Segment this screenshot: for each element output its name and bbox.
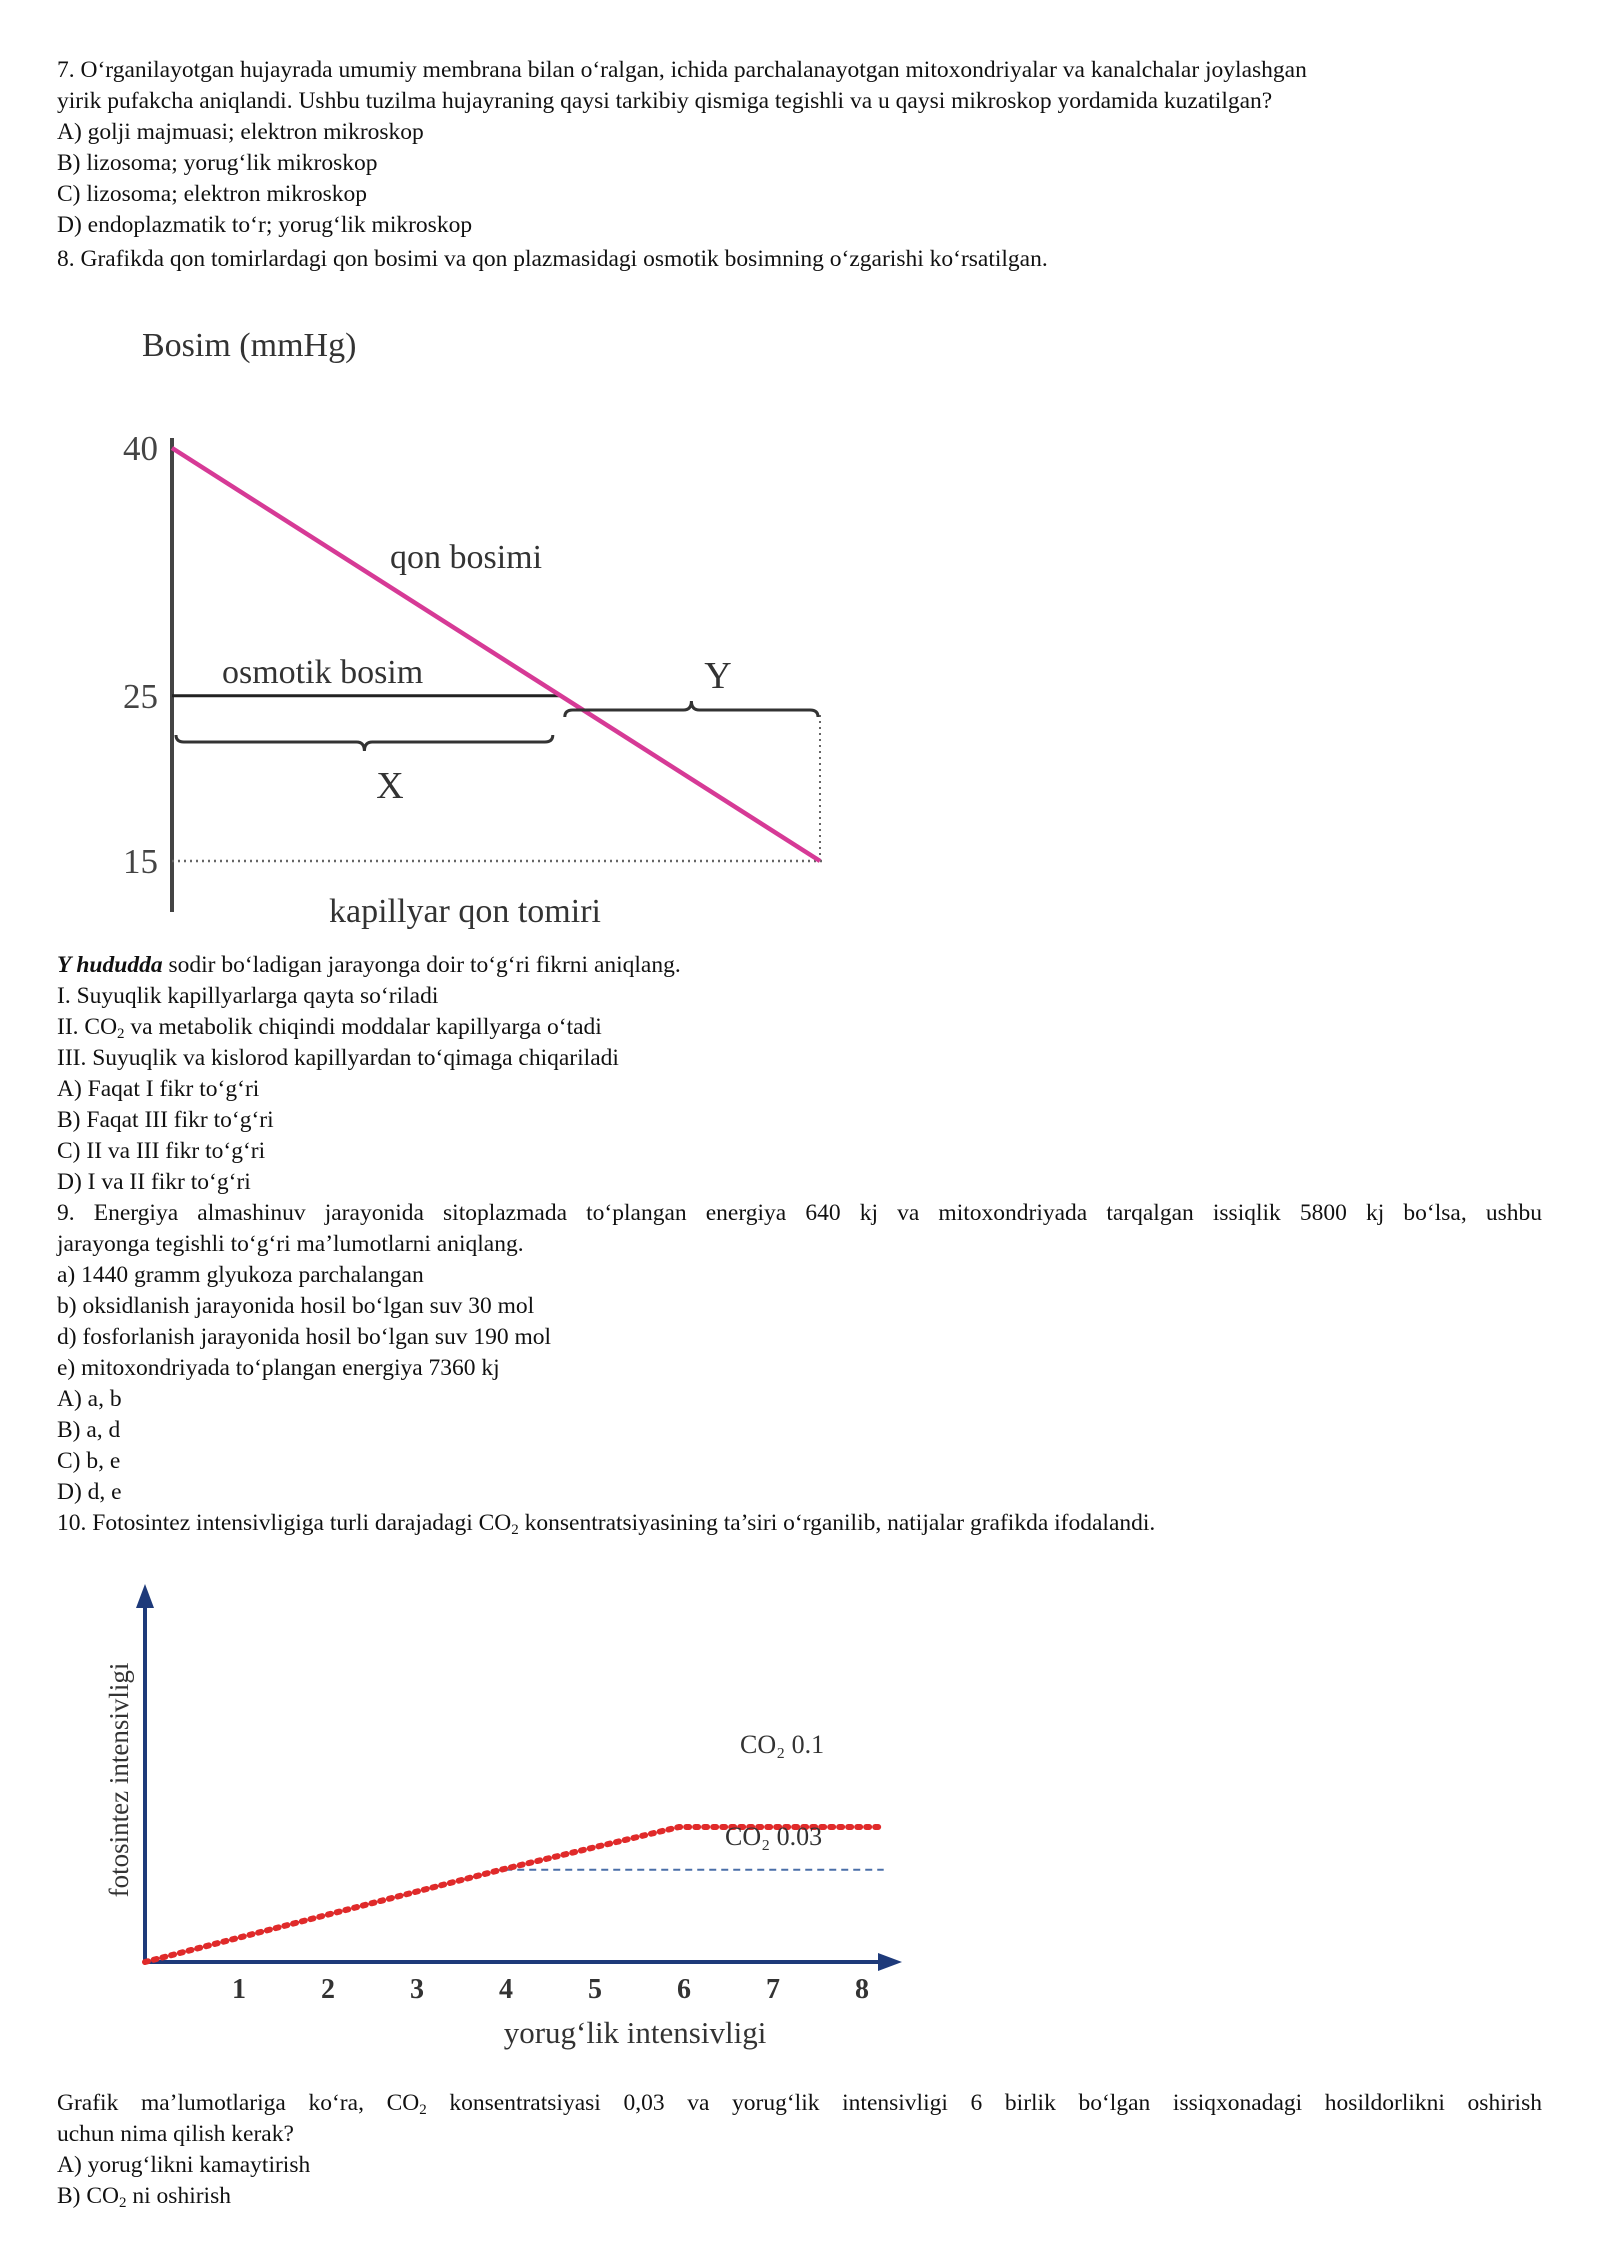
q10-text-line1 xyxy=(57,1508,1155,1539)
x-axis-label: yorug‘lik intensivligi xyxy=(503,2015,767,2050)
region-label-y: Y xyxy=(704,655,732,697)
x-axis-label: kapillyar qon tomiri xyxy=(329,893,601,930)
y-axis-arrow-icon xyxy=(136,1584,154,1608)
series-label-osmotik-bosim: osmotik bosim xyxy=(222,654,424,691)
y-axis-label: Bosim (mmHg) xyxy=(142,327,357,364)
x-tick-6: 6 xyxy=(677,1974,691,2005)
q7-option-d: D) endoplazmatik to‘r; yorug‘lik mikroskop xyxy=(57,212,473,238)
q9-option-c: C) b, e xyxy=(57,1448,121,1474)
region-label-x: X xyxy=(376,765,404,807)
q9-option-a: A) a, b xyxy=(57,1386,122,1412)
q10-text-line1-sub: 2 xyxy=(511,1522,519,1538)
q8-question-rest: sodir bo‘ladigan jarayonga doir to‘g‘ri fikrni aniqlang. xyxy=(162,952,681,978)
x-tick-5: 5 xyxy=(588,1974,602,2005)
q8-statement-2 xyxy=(57,1012,602,1043)
q8-question-bold: Y hududda xyxy=(57,952,163,978)
q8-statement-2-a: II. CO xyxy=(57,1014,118,1040)
photosynthesis-chart xyxy=(0,1560,940,2060)
q9-item-b: b) oksidlanish jarayonida hosil bo‘lgan suv 30 mol xyxy=(57,1293,535,1319)
x-tick-4: 4 xyxy=(499,1974,513,2005)
q10-text-line2-sub: 2 xyxy=(419,2102,427,2118)
q10-option-a: A) yorug‘likni kamaytirish xyxy=(57,2152,311,2178)
x-tick-8: 8 xyxy=(855,1974,869,2005)
q8-option-b: B) Faqat III fikr to‘g‘ri xyxy=(57,1107,274,1133)
q10-text-line3: uchun nima qilish kerak? xyxy=(57,2121,294,2147)
q9-text-line1: 9. Energiya almashinuv jarayonida sitoplazmada to‘plangan energiya 640 kj va mitoxondriyada tarqalgan issiqlik 5800 kj bo‘lsa, ushbu xyxy=(57,1200,1542,1226)
q10-option-b xyxy=(57,2181,231,2212)
q8-question xyxy=(57,950,681,981)
q10-text-line2-a: Grafik ma’lumotlariga ko‘ra, CO xyxy=(57,2090,420,2116)
x-tick-7: 7 xyxy=(766,1974,780,2005)
q10-text-line1-b: konsentratsiyasining ta’siri o‘rganilib, natijalar grafikda ifodalandi. xyxy=(518,1510,1156,1536)
q7-option-a: A) golji majmuasi; elektron mikroskop xyxy=(57,119,424,145)
y-region-brace xyxy=(565,701,818,717)
q7-option-c: C) lizosoma; elektron mikroskop xyxy=(57,181,368,207)
q7-text-line1: 7. O‘rganilayotgan hujayrada umumiy membrana bilan o‘ralgan, ichida parchalanayotgan mitoxondriyalar va kanalchalar joylashgan xyxy=(57,57,1307,83)
legend-co2-01: CO₂ 0.1 xyxy=(740,1730,825,1759)
y-tick-15: 15 xyxy=(123,842,158,881)
series-co2-003-line xyxy=(145,1870,884,1962)
q9-option-b: B) a, d xyxy=(57,1417,121,1443)
q7-option-b: B) lizosoma; yorug‘lik mikroskop xyxy=(57,150,378,176)
x-tick-1: 1 xyxy=(232,1974,246,2005)
q8-statement-2-b: va metabolik chiqindi moddalar kapillyarga o‘tadi xyxy=(124,1014,602,1040)
q8-option-d: D) I va II fikr to‘g‘ri xyxy=(57,1169,251,1195)
x-tick-3: 3 xyxy=(410,1974,424,2005)
q10-option-b-sub: 2 xyxy=(119,2195,127,2211)
q8-option-c: C) II va III fikr to‘g‘ri xyxy=(57,1138,266,1164)
x-axis-arrow-icon xyxy=(878,1953,902,1971)
q8-statement-3: III. Suyuqlik va kislorod kapillyardan to‘qimaga chiqariladi xyxy=(57,1045,619,1071)
q9-item-e: e) mitoxondriyada to‘plangan energiya 7360 kj xyxy=(57,1355,500,1381)
x-tick-2: 2 xyxy=(321,1974,335,2005)
q10-text-line1-a: 10. Fotosintez intensivligiga turli darajadagi CO xyxy=(57,1510,512,1536)
q10-text-line2-b: konsentratsiyasi 0,03 va yorug‘lik intensivligi 6 birlik bo‘lgan issiqxonadagi hosildorlikni oshirish xyxy=(426,2090,1542,2116)
y-tick-25: 25 xyxy=(123,676,158,716)
series-label-qon-bosimi: qon bosimi xyxy=(390,539,543,576)
x-region-brace xyxy=(176,735,553,751)
y-axis-label: fotosintez intensivligi xyxy=(104,1662,134,1898)
q7-text-line2: yirik pufakcha aniqlandi. Ushbu tuzilma hujayraning qaysi tarkibiy qismiga tegishli va u qaysi mikroskop yordamida kuzatilgan? xyxy=(57,88,1273,114)
q9-option-d: D) d, e xyxy=(57,1479,122,1505)
legend-co2-003: CO₂ 0.03 xyxy=(725,1822,823,1851)
y-tick-40: 40 xyxy=(123,429,158,468)
q9-text-line2: jarayonga tegishli to‘g‘ri ma’lumotlarni aniqlang. xyxy=(57,1231,524,1257)
q10-option-b-a: B) CO xyxy=(57,2183,120,2209)
q9-item-d: d) fosforlanish jarayonida hosil bo‘lgan suv 190 mol xyxy=(57,1324,552,1350)
q10-option-b-b: ni oshirish xyxy=(126,2183,231,2209)
q8-text-line1: 8. Grafikda qon tomirlardagi qon bosimi va qon plazmasidagi osmotik bosimning o‘zgarishi ko‘rsatilgan. xyxy=(57,246,1048,272)
q9-item-a: a) 1440 gramm glyukoza parchalangan xyxy=(57,1262,424,1288)
q8-statement-2-sub: 2 xyxy=(117,1026,125,1042)
q10-text-line2 xyxy=(57,2088,1542,2119)
q8-statement-1: I. Suyuqlik kapillyarlarga qayta so‘riladi xyxy=(57,983,439,1009)
q8-option-a: A) Faqat I fikr to‘g‘ri xyxy=(57,1076,260,1102)
blood-pressure-chart xyxy=(0,320,900,940)
